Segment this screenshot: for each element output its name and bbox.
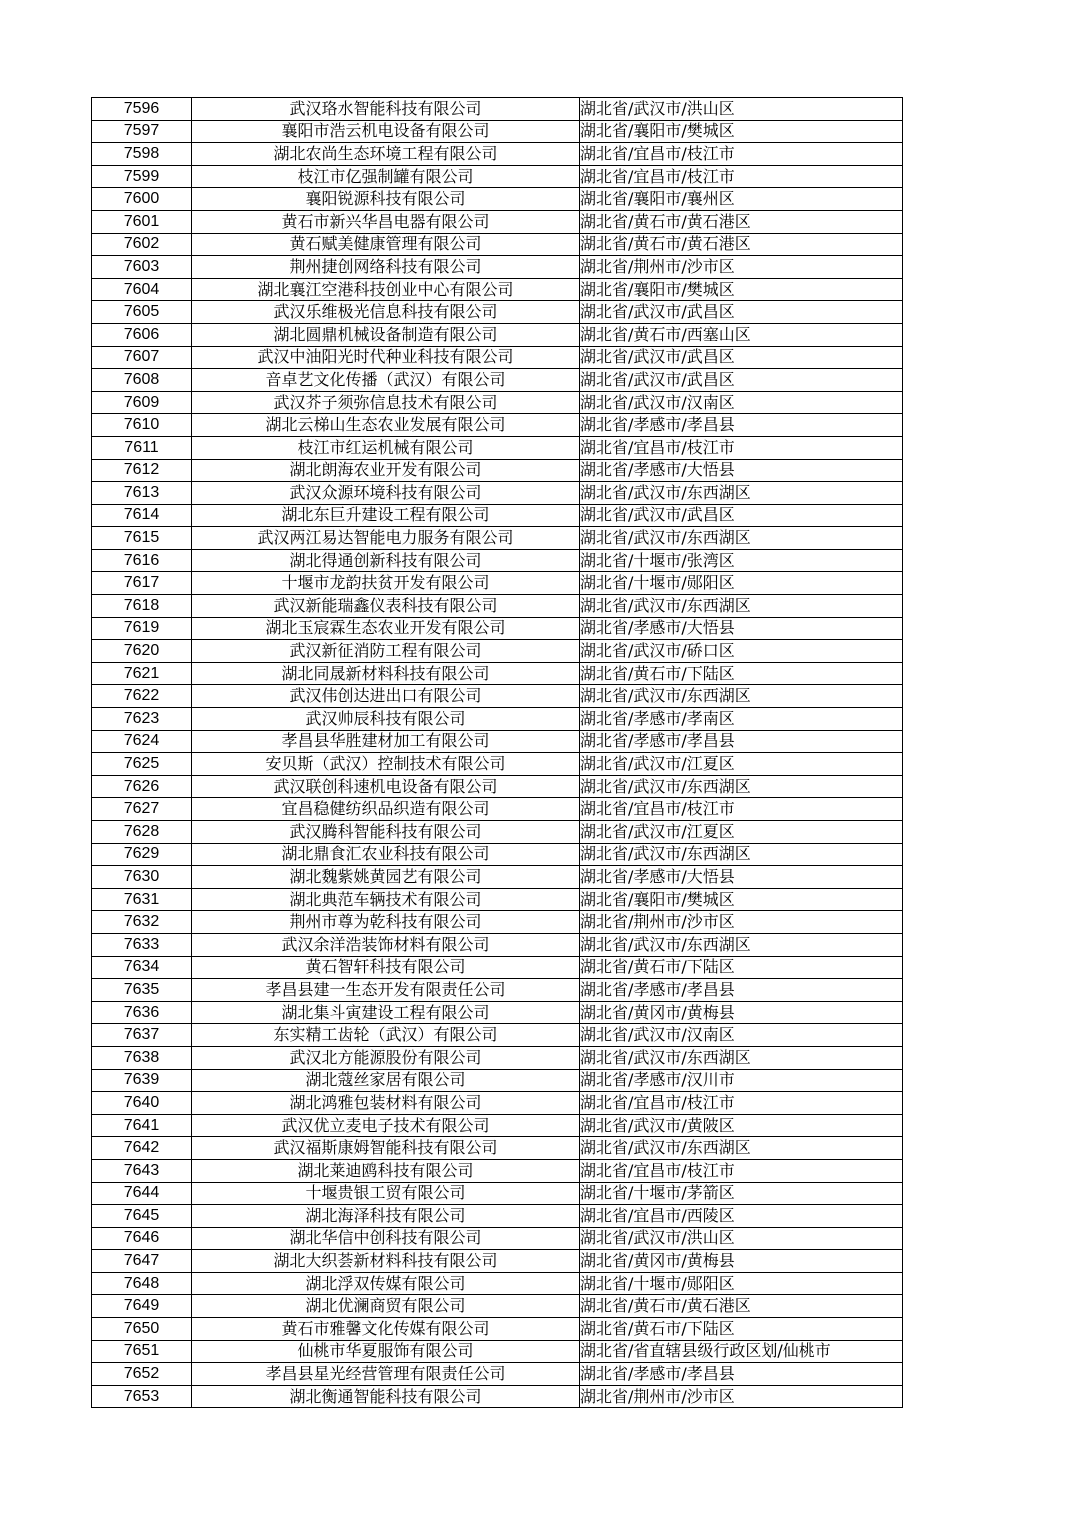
company-name: 枝江市红运机械有限公司 xyxy=(192,436,580,459)
company-name: 湖北华信中创科技有限公司 xyxy=(192,1227,580,1250)
company-region: 湖北省/武汉市/东西湖区 xyxy=(580,685,903,708)
company-name: 湖北集斗寅建设工程有限公司 xyxy=(192,1001,580,1024)
row-number: 7640 xyxy=(92,1092,192,1115)
table-row xyxy=(92,369,903,392)
row-number: 7610 xyxy=(92,414,192,437)
company-name: 湖北云梯山生态农业发展有限公司 xyxy=(192,414,580,437)
row-number: 7609 xyxy=(92,391,192,414)
company-region: 湖北省/孝感市/孝昌县 xyxy=(580,414,903,437)
row-number: 7625 xyxy=(92,753,192,776)
company-name: 湖北得通创新科技有限公司 xyxy=(192,549,580,572)
company-name: 武汉芥子须弥信息技术有限公司 xyxy=(192,391,580,414)
company-name: 武汉联创科速机电设备有限公司 xyxy=(192,775,580,798)
table-row xyxy=(92,1114,903,1137)
row-number: 7598 xyxy=(92,143,192,166)
company-name: 湖北鼎食汇农业科技有限公司 xyxy=(192,843,580,866)
company-region: 湖北省/黄石市/黄石港区 xyxy=(580,233,903,256)
company-region: 湖北省/宜昌市/枝江市 xyxy=(580,798,903,821)
table-row xyxy=(92,1250,903,1273)
table-row xyxy=(92,911,903,934)
table-row xyxy=(92,143,903,166)
company-region: 湖北省/孝感市/孝昌县 xyxy=(580,979,903,1002)
table-row xyxy=(92,1363,903,1386)
company-name: 武汉福斯康姆智能科技有限公司 xyxy=(192,1137,580,1160)
company-region: 湖北省/黄石市/下陆区 xyxy=(580,662,903,685)
company-region: 湖北省/武汉市/东西湖区 xyxy=(580,1046,903,1069)
company-name: 黄石市新兴华昌电器有限公司 xyxy=(192,210,580,233)
table-row xyxy=(92,346,903,369)
company-name: 黄石市雅馨文化传媒有限公司 xyxy=(192,1318,580,1341)
table-row xyxy=(92,685,903,708)
table-row xyxy=(92,866,903,889)
table-row xyxy=(92,165,903,188)
row-number: 7623 xyxy=(92,708,192,731)
company-region: 湖北省/孝感市/大悟县 xyxy=(580,866,903,889)
company-region: 湖北省/襄阳市/樊城区 xyxy=(580,278,903,301)
company-region: 湖北省/襄阳市/樊城区 xyxy=(580,888,903,911)
company-name: 武汉两江易达智能电力服务有限公司 xyxy=(192,527,580,550)
table-row xyxy=(92,572,903,595)
table-row xyxy=(92,391,903,414)
row-number: 7607 xyxy=(92,346,192,369)
row-number: 7606 xyxy=(92,323,192,346)
company-region: 湖北省/十堰市/郧阳区 xyxy=(580,572,903,595)
company-region: 湖北省/武汉市/东西湖区 xyxy=(580,775,903,798)
company-region: 湖北省/宜昌市/枝江市 xyxy=(580,1159,903,1182)
company-region: 湖北省/黄冈市/黄梅县 xyxy=(580,1250,903,1273)
row-number: 7626 xyxy=(92,775,192,798)
row-number: 7619 xyxy=(92,617,192,640)
row-number: 7605 xyxy=(92,301,192,324)
company-name: 湖北同晟新材料科技有限公司 xyxy=(192,662,580,685)
company-name: 湖北圆鼎机械设备制造有限公司 xyxy=(192,323,580,346)
company-region: 湖北省/襄阳市/樊城区 xyxy=(580,120,903,143)
company-region: 湖北省/武汉市/汉南区 xyxy=(580,391,903,414)
company-name: 枝江市亿强制罐有限公司 xyxy=(192,165,580,188)
row-number: 7616 xyxy=(92,549,192,572)
company-region: 湖北省/武汉市/汉南区 xyxy=(580,1024,903,1047)
row-number: 7646 xyxy=(92,1227,192,1250)
table-row xyxy=(92,753,903,776)
company-region: 湖北省/武汉市/洪山区 xyxy=(580,1227,903,1250)
table-row xyxy=(92,1069,903,1092)
company-name: 湖北衡通智能科技有限公司 xyxy=(192,1385,580,1408)
company-name: 荆州市尊为乾科技有限公司 xyxy=(192,911,580,934)
table-row xyxy=(92,256,903,279)
company-region: 湖北省/武汉市/东西湖区 xyxy=(580,527,903,550)
table-row xyxy=(92,979,903,1002)
company-name: 湖北农尚生态环境工程有限公司 xyxy=(192,143,580,166)
table-row xyxy=(92,1024,903,1047)
row-number: 7613 xyxy=(92,482,192,505)
row-number: 7624 xyxy=(92,730,192,753)
table-row xyxy=(92,210,903,233)
table-body xyxy=(92,98,903,1408)
row-number: 7652 xyxy=(92,1363,192,1386)
company-region: 湖北省/孝感市/孝昌县 xyxy=(580,730,903,753)
company-region: 湖北省/孝感市/孝昌县 xyxy=(580,1363,903,1386)
row-number: 7628 xyxy=(92,821,192,844)
company-name: 湖北鸿雅包装材料有限公司 xyxy=(192,1092,580,1115)
company-region: 湖北省/武汉市/东西湖区 xyxy=(580,482,903,505)
row-number: 7638 xyxy=(92,1046,192,1069)
company-name: 武汉腾科智能科技有限公司 xyxy=(192,821,580,844)
row-number: 7621 xyxy=(92,662,192,685)
company-region: 湖北省/武汉市/武昌区 xyxy=(580,346,903,369)
row-number: 7647 xyxy=(92,1250,192,1273)
company-region: 湖北省/荆州市/沙市区 xyxy=(580,1385,903,1408)
row-number: 7627 xyxy=(92,798,192,821)
company-region: 湖北省/武汉市/黄陂区 xyxy=(580,1114,903,1137)
table-row xyxy=(92,549,903,572)
row-number: 7642 xyxy=(92,1137,192,1160)
company-name: 十堰贵银工贸有限公司 xyxy=(192,1182,580,1205)
row-number: 7604 xyxy=(92,278,192,301)
row-number: 7601 xyxy=(92,210,192,233)
company-region: 湖北省/武汉市/东西湖区 xyxy=(580,1137,903,1160)
company-region: 湖北省/襄阳市/襄州区 xyxy=(580,188,903,211)
row-number: 7634 xyxy=(92,956,192,979)
table-row xyxy=(92,1205,903,1228)
company-region: 湖北省/荆州市/沙市区 xyxy=(580,256,903,279)
company-region: 湖北省/孝感市/汉川市 xyxy=(580,1069,903,1092)
table-row xyxy=(92,1272,903,1295)
company-name: 湖北典范车辆技术有限公司 xyxy=(192,888,580,911)
table-row xyxy=(92,1385,903,1408)
row-number: 7630 xyxy=(92,866,192,889)
company-region: 湖北省/武汉市/江夏区 xyxy=(580,753,903,776)
table-row xyxy=(92,527,903,550)
company-name: 武汉中油阳光时代种业科技有限公司 xyxy=(192,346,580,369)
company-region: 湖北省/黄石市/下陆区 xyxy=(580,1318,903,1341)
company-region: 湖北省/武汉市/硚口区 xyxy=(580,640,903,663)
company-name: 湖北海泽科技有限公司 xyxy=(192,1205,580,1228)
company-name: 武汉众源环境科技有限公司 xyxy=(192,482,580,505)
company-name: 湖北莱迪鸥科技有限公司 xyxy=(192,1159,580,1182)
row-number: 7650 xyxy=(92,1318,192,1341)
company-name: 孝昌县华胜建材加工有限公司 xyxy=(192,730,580,753)
row-number: 7639 xyxy=(92,1069,192,1092)
table-row xyxy=(92,1295,903,1318)
table-row xyxy=(92,1318,903,1341)
company-region: 湖北省/宜昌市/西陵区 xyxy=(580,1205,903,1228)
company-name: 武汉新征消防工程有限公司 xyxy=(192,640,580,663)
company-name: 黄石赋美健康管理有限公司 xyxy=(192,233,580,256)
table-row xyxy=(92,1182,903,1205)
company-name: 仙桃市华夏服饰有限公司 xyxy=(192,1340,580,1363)
row-number: 7631 xyxy=(92,888,192,911)
company-region: 湖北省/孝感市/大悟县 xyxy=(580,617,903,640)
row-number: 7608 xyxy=(92,369,192,392)
table-row xyxy=(92,1227,903,1250)
company-region: 湖北省/武汉市/东西湖区 xyxy=(580,933,903,956)
table-row xyxy=(92,188,903,211)
row-number: 7645 xyxy=(92,1205,192,1228)
company-name: 宜昌稳健纺织品织造有限公司 xyxy=(192,798,580,821)
company-name: 武汉余洋浩装饰材料有限公司 xyxy=(192,933,580,956)
company-region: 湖北省/黄石市/下陆区 xyxy=(580,956,903,979)
row-number: 7599 xyxy=(92,165,192,188)
company-region: 湖北省/武汉市/东西湖区 xyxy=(580,843,903,866)
company-region: 湖北省/黄石市/黄石港区 xyxy=(580,210,903,233)
company-name: 湖北襄江空港科技创业中心有限公司 xyxy=(192,278,580,301)
company-name: 武汉帅辰科技有限公司 xyxy=(192,708,580,731)
company-region: 湖北省/荆州市/沙市区 xyxy=(580,911,903,934)
company-name: 武汉优立麦电子技术有限公司 xyxy=(192,1114,580,1137)
table-row xyxy=(92,888,903,911)
table-row xyxy=(92,1137,903,1160)
row-number: 7649 xyxy=(92,1295,192,1318)
table-row xyxy=(92,120,903,143)
row-number: 7632 xyxy=(92,911,192,934)
company-name: 湖北蔻丝家居有限公司 xyxy=(192,1069,580,1092)
company-table xyxy=(91,97,903,1408)
row-number: 7629 xyxy=(92,843,192,866)
company-name: 安贝斯（武汉）控制技术有限公司 xyxy=(192,753,580,776)
company-name: 东实精工齿轮（武汉）有限公司 xyxy=(192,1024,580,1047)
company-name: 武汉乐维极光信息科技有限公司 xyxy=(192,301,580,324)
table-row xyxy=(92,821,903,844)
row-number: 7596 xyxy=(92,98,192,121)
company-region: 湖北省/孝感市/孝南区 xyxy=(580,708,903,731)
table-row xyxy=(92,798,903,821)
company-name: 黄石智轩科技有限公司 xyxy=(192,956,580,979)
table-row xyxy=(92,301,903,324)
table-row xyxy=(92,640,903,663)
table-row xyxy=(92,1001,903,1024)
company-name: 襄阳锐源科技有限公司 xyxy=(192,188,580,211)
company-name: 湖北朗海农业开发有限公司 xyxy=(192,459,580,482)
table-row xyxy=(92,1340,903,1363)
table-row xyxy=(92,98,903,121)
company-region: 湖北省/十堰市/茅箭区 xyxy=(580,1182,903,1205)
table-row xyxy=(92,504,903,527)
table-row xyxy=(92,459,903,482)
table-row xyxy=(92,708,903,731)
company-region: 湖北省/武汉市/洪山区 xyxy=(580,98,903,121)
company-region: 湖北省/黄石市/黄石港区 xyxy=(580,1295,903,1318)
row-number: 7611 xyxy=(92,436,192,459)
company-name: 荆州捷创网络科技有限公司 xyxy=(192,256,580,279)
company-region: 湖北省/武汉市/东西湖区 xyxy=(580,595,903,618)
row-number: 7615 xyxy=(92,527,192,550)
company-region: 湖北省/省直辖县级行政区划/仙桃市 xyxy=(580,1340,903,1363)
company-region: 湖北省/孝感市/大悟县 xyxy=(580,459,903,482)
row-number: 7644 xyxy=(92,1182,192,1205)
table-row xyxy=(92,730,903,753)
table-row xyxy=(92,843,903,866)
row-number: 7633 xyxy=(92,933,192,956)
row-number: 7614 xyxy=(92,504,192,527)
company-name: 武汉珞水智能科技有限公司 xyxy=(192,98,580,121)
company-region: 湖北省/武汉市/武昌区 xyxy=(580,504,903,527)
table-row xyxy=(92,662,903,685)
company-region: 湖北省/武汉市/江夏区 xyxy=(580,821,903,844)
company-name: 十堰市龙韵扶贫开发有限公司 xyxy=(192,572,580,595)
company-name: 孝昌县建一生态开发有限责任公司 xyxy=(192,979,580,1002)
row-number: 7600 xyxy=(92,188,192,211)
row-number: 7620 xyxy=(92,640,192,663)
row-number: 7603 xyxy=(92,256,192,279)
table-row xyxy=(92,1092,903,1115)
company-name: 湖北优澜商贸有限公司 xyxy=(192,1295,580,1318)
row-number: 7602 xyxy=(92,233,192,256)
table-row xyxy=(92,595,903,618)
company-region: 湖北省/黄石市/西塞山区 xyxy=(580,323,903,346)
row-number: 7617 xyxy=(92,572,192,595)
table-row xyxy=(92,933,903,956)
company-region: 湖北省/武汉市/武昌区 xyxy=(580,301,903,324)
table-row xyxy=(92,1046,903,1069)
row-number: 7635 xyxy=(92,979,192,1002)
company-name: 湖北魏紫姚黄园艺有限公司 xyxy=(192,866,580,889)
company-region: 湖北省/十堰市/郧阳区 xyxy=(580,1272,903,1295)
table-row xyxy=(92,775,903,798)
row-number: 7651 xyxy=(92,1340,192,1363)
row-number: 7618 xyxy=(92,595,192,618)
company-name: 湖北玉宸霖生态农业开发有限公司 xyxy=(192,617,580,640)
company-name: 湖北东巨升建设工程有限公司 xyxy=(192,504,580,527)
table-row xyxy=(92,617,903,640)
company-region: 湖北省/宜昌市/枝江市 xyxy=(580,165,903,188)
row-number: 7643 xyxy=(92,1159,192,1182)
company-region: 湖北省/十堰市/张湾区 xyxy=(580,549,903,572)
table-row xyxy=(92,233,903,256)
row-number: 7637 xyxy=(92,1024,192,1047)
row-number: 7648 xyxy=(92,1272,192,1295)
company-name: 湖北大织荟新材料科技有限公司 xyxy=(192,1250,580,1273)
company-region: 湖北省/宜昌市/枝江市 xyxy=(580,1092,903,1115)
table-row xyxy=(92,414,903,437)
company-name: 武汉北方能源股份有限公司 xyxy=(192,1046,580,1069)
row-number: 7622 xyxy=(92,685,192,708)
row-number: 7612 xyxy=(92,459,192,482)
row-number: 7597 xyxy=(92,120,192,143)
company-region: 湖北省/宜昌市/枝江市 xyxy=(580,436,903,459)
row-number: 7636 xyxy=(92,1001,192,1024)
company-name: 武汉新能瑞鑫仪表科技有限公司 xyxy=(192,595,580,618)
table-row xyxy=(92,436,903,459)
table-row xyxy=(92,482,903,505)
company-name: 武汉伟创达进出口有限公司 xyxy=(192,685,580,708)
row-number: 7653 xyxy=(92,1385,192,1408)
company-region: 湖北省/宜昌市/枝江市 xyxy=(580,143,903,166)
company-name: 湖北浮双传媒有限公司 xyxy=(192,1272,580,1295)
company-name: 孝昌县星光经营管理有限责任公司 xyxy=(192,1363,580,1386)
company-region: 湖北省/武汉市/武昌区 xyxy=(580,369,903,392)
table-row xyxy=(92,956,903,979)
table-row xyxy=(92,1159,903,1182)
company-name: 襄阳市浩云机电设备有限公司 xyxy=(192,120,580,143)
table-row xyxy=(92,278,903,301)
table-row xyxy=(92,323,903,346)
row-number: 7641 xyxy=(92,1114,192,1137)
company-region: 湖北省/黄冈市/黄梅县 xyxy=(580,1001,903,1024)
company-name: 音卓艺文化传播（武汉）有限公司 xyxy=(192,369,580,392)
